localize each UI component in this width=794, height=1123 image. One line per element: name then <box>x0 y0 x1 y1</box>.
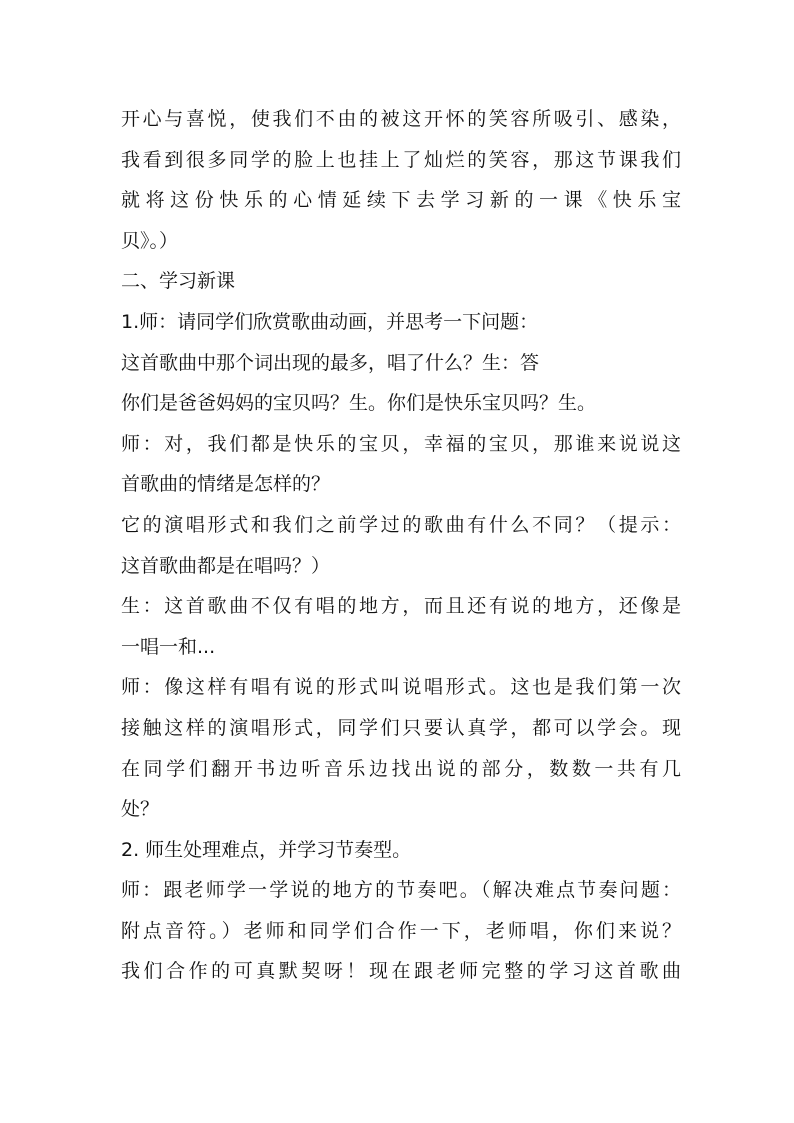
paragraph-line: 首歌曲的情绪是怎样的？ <box>121 473 331 496</box>
paragraph-line: 这首歌曲中那个词出现的最多，唱了什么？生：答 <box>121 351 540 374</box>
section-heading: 二、学习新课 <box>121 270 236 293</box>
paragraph-line: 就将这份快乐的心情延续下去学习新的一课《快乐宝 <box>121 189 681 212</box>
paragraph-line: 一唱一和... <box>121 635 216 658</box>
paragraph-line: 处？ <box>121 798 160 821</box>
paragraph-line: 1.师：请同学们欣赏歌曲动画，并思考一下问题： <box>121 310 539 333</box>
paragraph-line: 师：跟老师学一学说的地方的节奏吧。（解决难点节奏问题： <box>121 879 681 902</box>
paragraph-line: 接触这样的演唱形式，同学们只要认真学，都可以学会。现 <box>121 716 681 739</box>
paragraph-line: 师：对，我们都是快乐的宝贝，幸福的宝贝，那谁来说说这 <box>121 432 681 455</box>
paragraph-line: 这首歌曲都是在唱吗？） <box>121 554 331 577</box>
paragraph-line: 贝》。） <box>121 229 179 252</box>
section-heading: 2. 师生处理难点，并学习节奏型。 <box>121 838 412 861</box>
paragraph-line: 它的演唱形式和我们之前学过的歌曲有什么不同？（提示： <box>121 513 681 536</box>
document-body <box>121 99 681 992</box>
paragraph-line: 在同学们翻开书边听音乐边找出说的部分，数数一共有几 <box>121 757 681 780</box>
paragraph-line: 生：这首歌曲不仅有唱的地方，而且还有说的地方，还像是 <box>121 595 681 618</box>
paragraph-line: 开心与喜悦，使我们不由的被这开怀的笑容所吸引、感染， <box>121 108 681 130</box>
paragraph-line: 你们是爸爸妈妈的宝贝吗？生。你们是快乐宝贝吗？生。 <box>121 392 597 415</box>
paragraph-line: 附点音符。）老师和同学们合作一下，老师唱，你们来说？ <box>121 919 681 942</box>
paragraph-line: 我们合作的可真默契呀！现在跟老师完整的学习这首歌曲 <box>121 960 681 983</box>
paragraph-line: 我看到很多同学的脸上也挂上了灿烂的笑容，那这节课我们 <box>121 148 681 171</box>
paragraph-line: 师：像这样有唱有说的形式叫说唱形式。这也是我们第一次 <box>121 676 681 699</box>
